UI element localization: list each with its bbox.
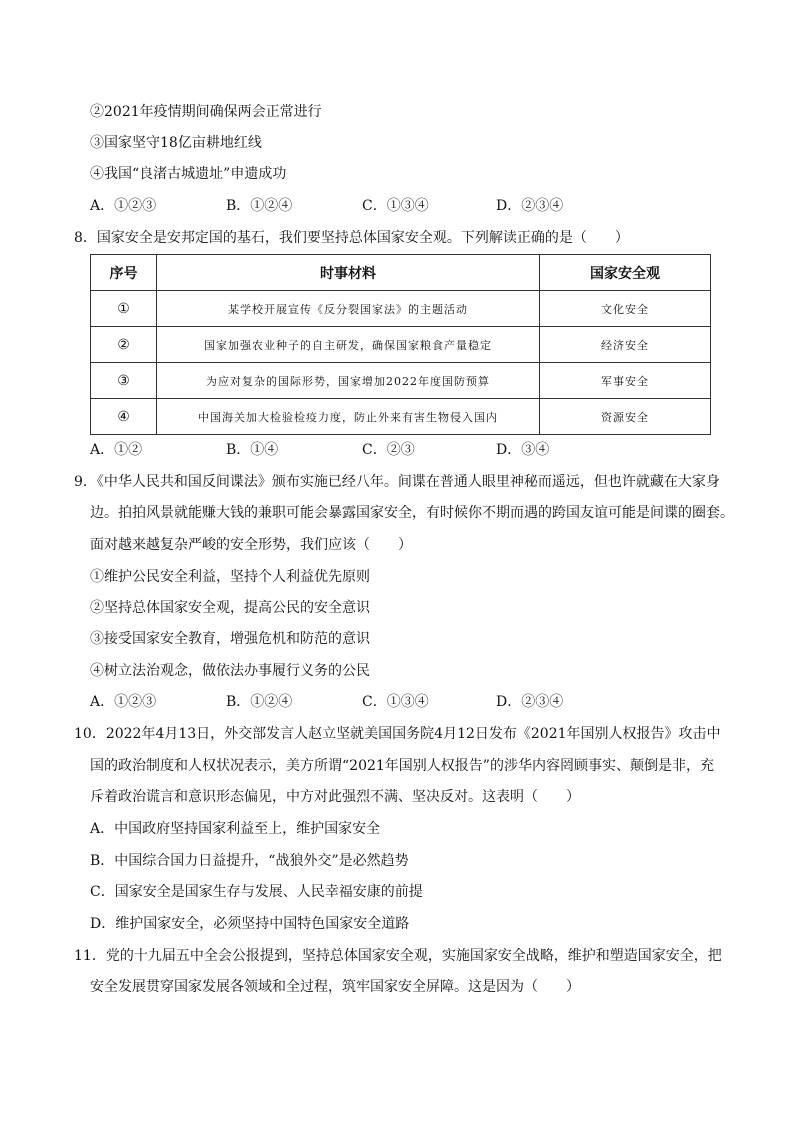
row-material: 中国海关加大检验检疫力度，防止外来有害生物侵入国内 [157,399,540,435]
table-row [91,399,711,435]
q7-option-d[interactable]: D．②③④ [496,198,564,214]
q7-item-2: ②2021年疫情期间确保两会正常进行 [90,104,322,120]
q10-option-a[interactable]: A．中国政府坚持国家利益至上，维护国家安全 [90,821,381,837]
row-index: ② [91,327,157,363]
q7-option-c[interactable]: C．①③④ [362,198,429,214]
header-security-view: 国家安全观 [540,255,711,291]
header-material: 时事材料 [157,255,540,291]
header-index: 序号 [91,255,157,291]
row-index: ① [91,291,157,327]
q7-option-b[interactable]: B．①②④ [226,198,293,214]
q9-stem-line-3: 面对越来越复杂严峻的安全形势，我们应该（ ） [90,537,412,553]
q11-stem-line-1: 11．党的十九届五中全会公报提到，坚持总体国家安全观，实施国家安全战略，维护和塑造国家安全，把 [74,948,722,964]
q8-stem: 8．国家安全是安邦定国的基石，我们要坚持总体国家安全观。下列解读正确的是（ ） [74,230,629,246]
q8-option-c[interactable]: C．②③ [362,442,415,458]
q9-option-d[interactable]: D．②③④ [496,694,564,710]
q9-item-3: ③接受国家安全教育，增强危机和防范的意识 [90,631,370,647]
row-index: ③ [91,363,157,399]
q9-item-1: ①维护公民安全利益，坚持个人利益优先原则 [90,569,370,585]
q9-option-b[interactable]: B．①②④ [226,694,293,710]
q9-item-4: ④树立法治观念，做依法办事履行义务的公民 [90,663,370,679]
row-material: 国家加强农业种子的自主研发，确保国家粮食产量稳定 [157,327,540,363]
row-security-view: 资源安全 [540,399,711,435]
q8-table [90,254,711,435]
q10-stem-line-3: 斥着政治谎言和意识形态偏见，中方对此强烈不满、坚决反对。这表明（ ） [90,789,580,805]
q9-stem-line-2: 边。拍拍风景就能赚大钱的兼职可能会暴露国家安全，有时候你不期而遇的跨国友谊可能是间谍的圈套。 [90,505,734,521]
q10-option-b[interactable]: B．中国综合国力日益提升，“战狼外交”是必然趋势 [90,853,409,869]
q10-option-d[interactable]: D．维护国家安全，必须坚持中国特色国家安全道路 [90,916,410,932]
row-index: ④ [91,399,157,435]
q8-option-b[interactable]: B．①④ [226,442,279,458]
table-row [91,363,711,399]
q8-option-d[interactable]: D．③④ [496,442,550,458]
q10-stem-line-1: 10．2022年4月13日，外交部发言人赵立坚就美国国务院4月12日发布《2021年国别人权报告》攻击中 [74,726,721,742]
q11-stem-line-2: 安全发展贯穿国家发展各领域和全过程，筑牢国家安全屏障。这是因为（ ） [90,979,580,995]
q9-item-2: ②坚持总体国家安全观，提高公民的安全意识 [90,600,370,616]
row-security-view: 军事安全 [540,363,711,399]
q7-item-4: ④我国“良渚古城遗址”申遗成功 [90,166,287,182]
q9-option-a[interactable]: A．①②③ [90,694,157,710]
q8-option-a[interactable]: A．①② [90,442,143,458]
table-row [91,327,711,363]
row-security-view: 文化安全 [540,291,711,327]
row-security-view: 经济安全 [540,327,711,363]
q9-stem-line-1: 9．《中华人民共和国反间谍法》颁布实施已经八年。间谍在普通人眼里神秘而遥远，但也许就藏在大家身 [74,474,720,490]
q10-stem-line-2: 国的政治制度和人权状况表示，美方所谓“2021年国别人权报告”的涉华内容罔顾事实、颠倒是非，充 [90,758,714,774]
q7-option-a[interactable]: A．①②③ [90,198,157,214]
row-material: 为应对复杂的国际形势，国家增加2022年度国防预算 [157,363,540,399]
table-row [91,291,711,327]
q10-option-c[interactable]: C．国家安全是国家生存与发展、人民幸福安康的前提 [90,884,423,900]
q7-item-3: ③国家坚守18亿亩耕地红线 [90,135,262,151]
row-material: 某学校开展宣传《反分裂国家法》的主题活动 [157,291,540,327]
q9-option-c[interactable]: C．①③④ [362,694,429,710]
table-header-row [91,255,711,291]
